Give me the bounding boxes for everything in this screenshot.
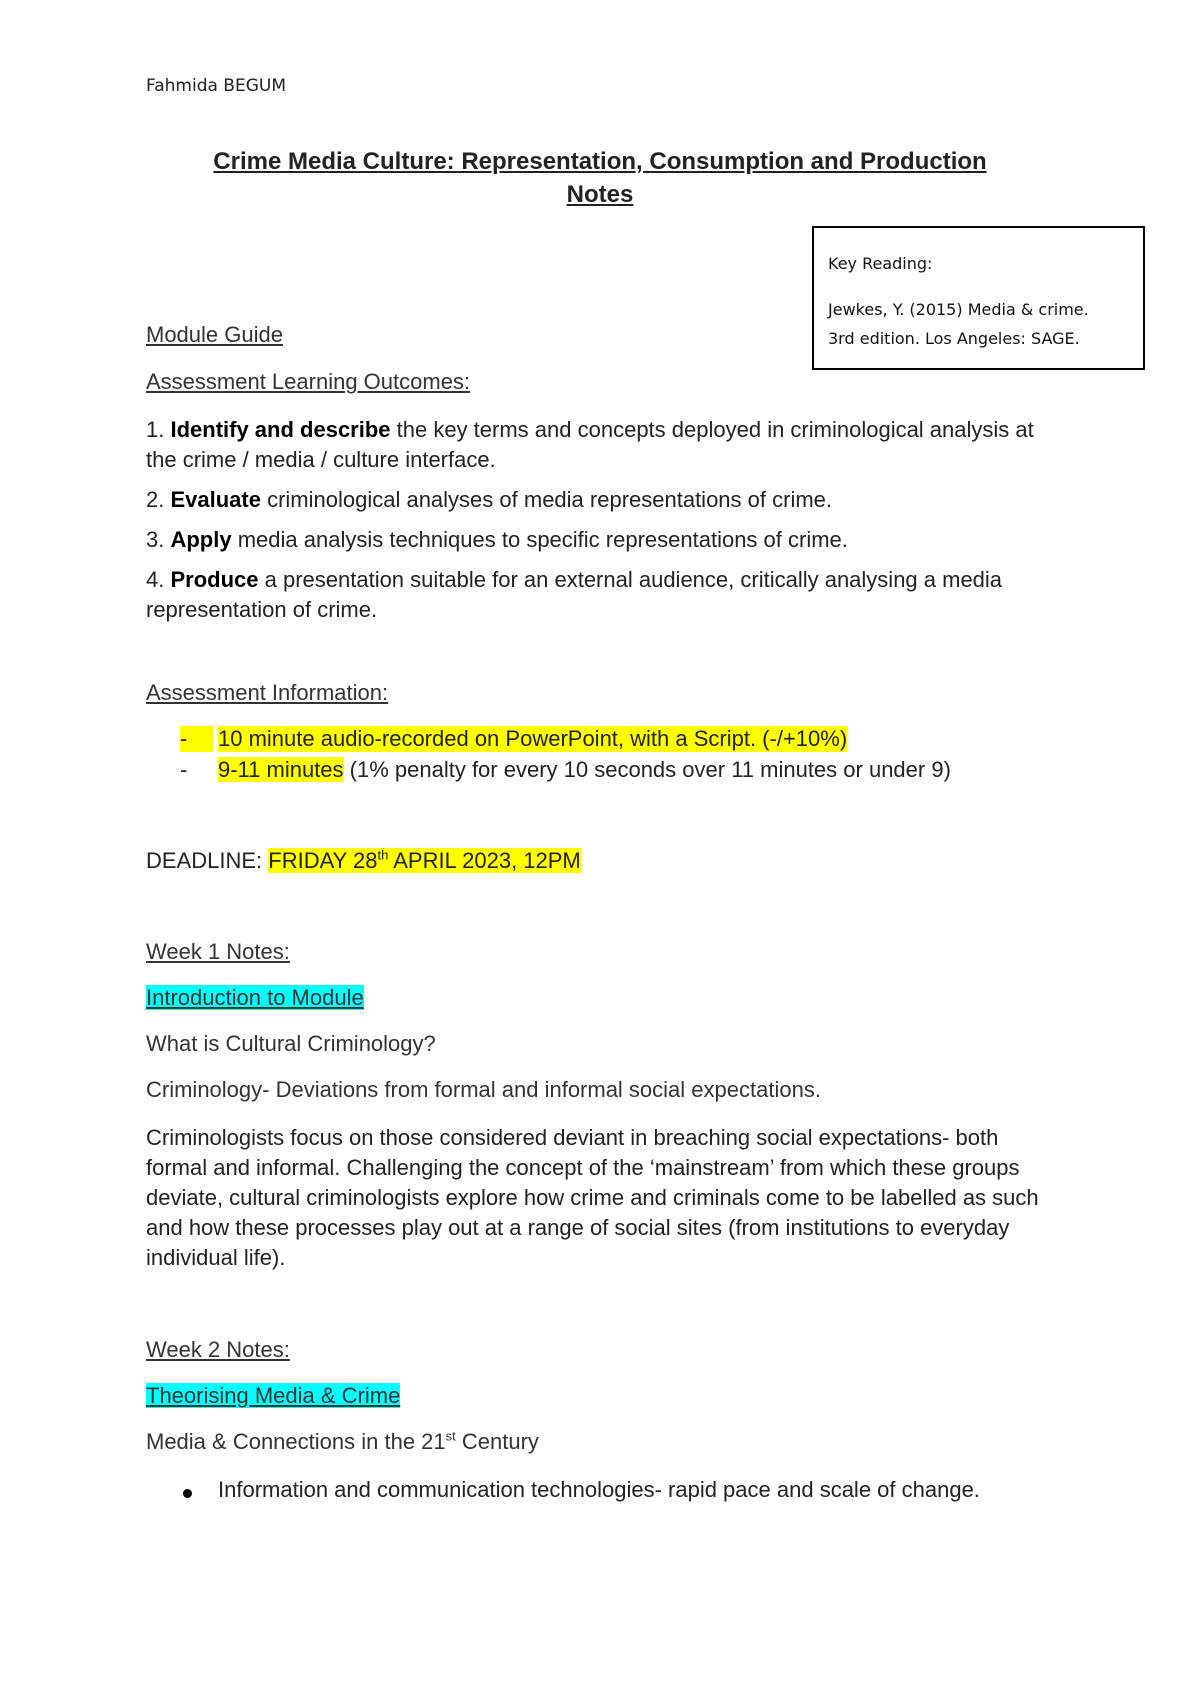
- outcome-4-number: 4.: [146, 567, 171, 592]
- assessment-info-item-2-highlight: 9-11 minutes: [218, 757, 344, 782]
- week-1-topic: [146, 985, 364, 1011]
- outcome-3-bold: Apply: [170, 527, 232, 552]
- week-1-definition: Criminology- Deviations from formal and informal social expectations.: [146, 1077, 821, 1102]
- deadline: [146, 846, 1046, 876]
- title-line-2: Notes: [566, 181, 634, 208]
- outcome-4-text: a presentation suitable for an external audience, critically analysing a media representation of crime.: [146, 567, 1003, 622]
- assessment-info-item-2-text: (1% penalty for every 10 seconds over 11 minutes or under 9): [343, 757, 951, 782]
- outcome-2-number: 2.: [146, 487, 171, 512]
- outcome-1-text: the key terms and concepts deployed in criminological analysis at the crime / media / culture interface.: [146, 417, 1034, 472]
- deadline-date-day: FRIDAY 28: [268, 848, 378, 873]
- author-name: Fahmida BEGUM: [146, 76, 286, 96]
- deadline-date: [268, 848, 581, 873]
- deadline-date-rest: APRIL 2023, 12PM: [388, 848, 581, 873]
- outcome-1-number: 1.: [146, 417, 171, 442]
- week-1-question: What is Cultural Criminology?: [146, 1031, 436, 1056]
- week-2-subheading: [146, 1429, 539, 1455]
- outcome-2-text: criminological analyses of media representations of crime.: [260, 487, 833, 512]
- week-2-topic: [146, 1383, 400, 1409]
- key-reading-heading: Key Reading:: [828, 254, 933, 273]
- outcome-2: [146, 485, 1046, 515]
- dash-marker-1: -: [180, 726, 213, 752]
- key-reading-box: [812, 226, 1145, 370]
- week-1-topic-text: Introduction to Module: [146, 985, 364, 1010]
- assessment-info-item-2: [218, 757, 951, 783]
- week-2-heading: Week 2 Notes:: [146, 1337, 290, 1362]
- assessment-info-item-1: 10 minute audio-recorded on PowerPoint, with a Script. (-/+10%): [218, 726, 848, 751]
- outcome-4: [146, 565, 1046, 625]
- deadline-date-suffix: th: [377, 847, 389, 863]
- key-reading-line-2: 3rd edition. Los Angeles: SAGE.: [828, 329, 1080, 348]
- outcome-3-number: 3.: [146, 527, 171, 552]
- outcome-3: [146, 525, 1046, 555]
- outcome-1: [146, 415, 1046, 475]
- key-reading-line-1: Jewkes, Y. (2015) Media & crime.: [828, 300, 1089, 319]
- week-2-subheading-pre: Media & Connections in the 21: [146, 1429, 446, 1454]
- assessment-info-heading: Assessment Information:: [146, 680, 389, 705]
- week-2-subheading-post: Century: [455, 1429, 539, 1454]
- deadline-label: DEADLINE:: [146, 848, 269, 873]
- dash-marker-2: -: [180, 757, 188, 782]
- title-line-1: Crime Media Culture: Representation, Consumption and Production: [213, 148, 987, 175]
- assessment-outcomes-heading: Assessment Learning Outcomes:: [146, 369, 471, 394]
- week-2-subheading-suffix: st: [445, 1428, 456, 1444]
- outcome-1-bold: Identify and describe: [170, 417, 391, 442]
- module-guide-heading: Module Guide: [146, 322, 283, 347]
- outcome-2-bold: Evaluate: [170, 487, 261, 512]
- week-2-bullet-1: Information and communication technologies- rapid pace and scale of change.: [218, 1477, 980, 1502]
- outcome-3-text: media analysis techniques to specific representations of crime.: [231, 527, 848, 552]
- week-2-topic-text: Theorising Media & Crime: [146, 1383, 401, 1408]
- week-1-paragraph: Criminologists focus on those considered deviant in breaching social expectations- both formal and informal. Challenging the concept of the ‘mainstream’ from which these groups deviate, cultural criminologists explore how crime and criminals come to be labelled as such and how these processes play out at a range of social sites (from institutions to everyday individual life).: [146, 1125, 1039, 1270]
- bullet-dot-icon: [183, 1489, 192, 1498]
- outcome-4-bold: Produce: [170, 567, 259, 592]
- document-title: [100, 145, 1100, 211]
- week-1-heading: Week 1 Notes:: [146, 939, 290, 964]
